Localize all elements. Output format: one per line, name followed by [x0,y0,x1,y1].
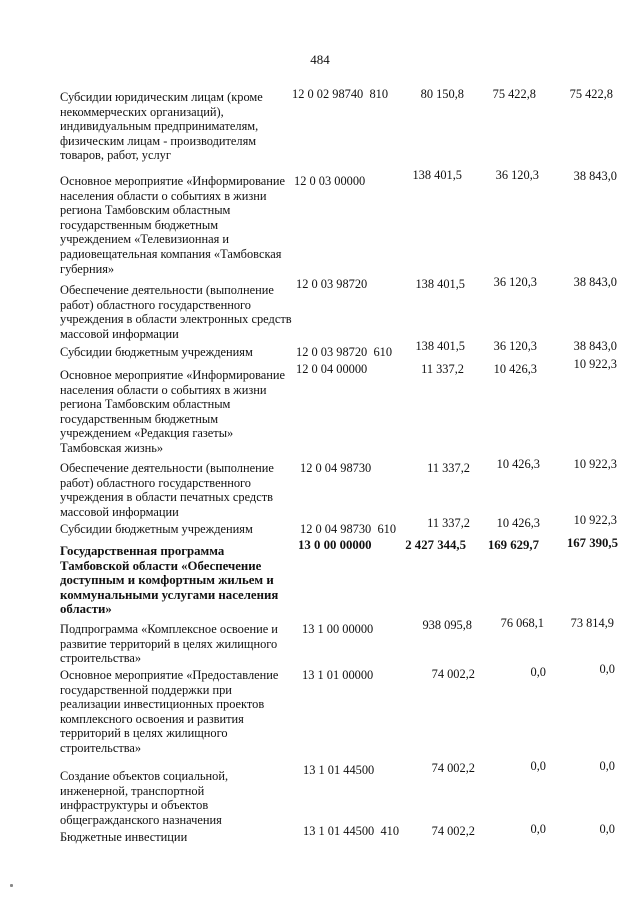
row-value-1: 11 337,2 [427,516,470,530]
row-value-2: 76 068,1 [500,616,544,630]
row-value-3: 0,0 [599,759,615,773]
page-number: 484 [310,52,330,67]
row-code: 12 0 04 98730 [300,461,372,475]
row-value-2: 10 426,3 [496,516,540,530]
row-name: Обеспечение деятельности (выполнение работ) областного государственного учреждения в области печатных средств массовой информации [60,461,274,519]
row-name: Обеспечение деятельности (выполнение работ) областного государственного учреждения в области электронных средств массовой информации [60,283,292,341]
row-value-3: 167 390,5 [566,536,618,550]
row-value-3: 0,0 [599,822,615,836]
row-value-3: 38 843,0 [573,275,617,289]
row-value-3: 75 422,8 [569,87,613,101]
row-value-2: 36 120,3 [495,168,539,182]
row-value-1: 138 401,5 [415,339,465,353]
row-name: Субсидии бюджетным учреждениям [60,522,253,536]
row-code: 13 1 01 44500 410 [303,824,400,838]
row-value-2: 36 120,3 [493,275,537,289]
row-name: Создание объектов социальной, инженерной, транспортной инфраструктуры и объектов общегражданского назначения [60,769,229,827]
row-value-2: 0,0 [530,665,546,679]
row-value-1: 938 095,8 [422,618,472,632]
row-name: Государственная программа Тамбовской области «Обеспечение доступным и комфортным жильем и коммунальными услугами населения области» [60,544,279,617]
row-value-1: 11 337,2 [427,461,470,475]
row-value-2: 75 422,8 [492,87,536,101]
row-value-3: 38 843,0 [573,339,617,353]
row-value-3: 10 922,3 [573,513,617,527]
row-name: Основное мероприятие «Информирование населения области о событиях в жизни региона Тамбовским областным государственным бюджетным учреждением «Телевизионная и радиовещательная компания «Тамбовская губерния» [60,174,286,276]
row-value-2: 36 120,3 [493,339,537,353]
row-name: Основное мероприятие «Информирование населения области о событиях в жизни региона Тамбовским областным государственным бюджетным учреждением «Редакция газеты» Тамбовская жизнь» [60,368,286,455]
row-code: 13 1 01 00000 [302,668,374,682]
row-value-1: 11 337,2 [421,362,464,376]
row-code: 12 0 02 98740 810 [292,87,389,101]
row-code: 12 0 03 98720 610 [296,345,393,359]
row-code: 12 0 04 00000 [296,362,368,376]
row-value-2: 10 426,3 [493,362,537,376]
row-value-3: 73 814,9 [570,616,614,630]
row-value-2: 0,0 [530,822,546,836]
row-name: Основное мероприятие «Предоставление государственной поддержки при реализации инвестиционных проектов комплексного освоения и развития территорий в целях жилищного строительства» [60,668,279,755]
row-code: 13 0 00 00000 [298,538,372,552]
row-value-1: 138 401,5 [415,277,465,291]
row-value-1: 2 427 344,5 [405,538,466,552]
row-value-1: 74 002,2 [431,824,475,838]
row-value-2: 169 629,7 [487,538,539,552]
row-name: Подпрограмма «Комплексное освоение и развитие территорий в целях жилищного строительства» [60,622,278,666]
row-code: 12 0 03 00000 [294,174,366,188]
row-value-2: 0,0 [530,759,546,773]
row-value-1: 138 401,5 [412,168,462,182]
row-value-1: 80 150,8 [420,87,464,101]
row-value-1: 74 002,2 [431,761,475,775]
row-name: Субсидии бюджетным учреждениям [60,345,253,359]
row-name: Бюджетные инвестиции [60,830,188,844]
row-value-1: 74 002,2 [431,667,475,681]
scan-mark [10,884,13,887]
row-value-2: 10 426,3 [496,457,540,471]
row-value-3: 0,0 [599,662,615,676]
row-value-3: 10 922,3 [573,457,617,471]
row-code: 13 1 00 00000 [302,622,374,636]
row-code: 12 0 03 98720 [296,277,368,291]
row-value-3: 10 922,3 [573,357,617,371]
row-code: 13 1 01 44500 [303,763,375,777]
row-name: Субсидии юридическим лицам (кроме некоммерческих организаций), индивидуальным предпринимателям, физическим лицам - производителям товаров, работ, услуг [60,90,263,163]
row-value-3: 38 843,0 [573,169,617,183]
row-code: 12 0 04 98730 610 [300,522,397,536]
